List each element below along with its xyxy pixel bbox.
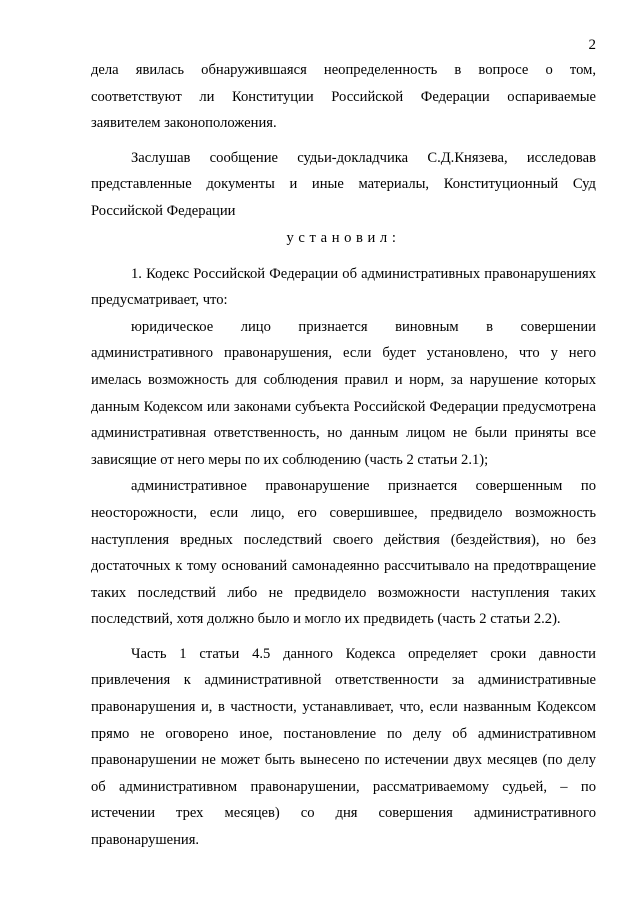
section-heading: установил:: [286, 229, 401, 246]
paragraph-legal-entity-guilt: юридическое лицо признается виновным в совершении административного правонарушения, если будет установлено, что у него имелась возможность для соблюдения правил и норм, за нарушение которых данным Кодексом или законами субъекта Российской Федерации предусмотрена административная ответственность, но данным лицом не были приняты все зависящие от него меры по их соблюдению (часть 2 статьи 2.1);: [91, 318, 596, 468]
paragraph-hearing: Заслушав сообщение судьи-докладчика С.Д.Князева, исследовав представленные документы и иные материалы, Конституционный Суд Российской Федерации: [91, 149, 596, 219]
document-body: [91, 57, 596, 854]
page-number: 2: [588, 37, 596, 53]
paragraph-case-question: дела явилась обнаружившаяся неопределенность в вопросе о том, соответствуют ли Конституции Российской Федерации оспариваемые заявителем законоположения.: [91, 62, 596, 132]
paragraph-limitation-period: Часть 1 статьи 4.5 данного Кодекса определяет сроки давности привлечения к административной ответственности за административные правонарушения и, в частности, устанавливает, что, если названным Кодексом прямо не оговорено иное, постановление по делу об административном правонарушении не может быть вынесено по истечении двух месяцев (по делу об административном правонарушении, рассматриваемому судьей, – по истечении трех месяцев) со дня совершения административного правонарушения.: [91, 645, 596, 849]
paragraph-code-intro: 1. Кодекс Российской Федерации об административных правонарушениях предусматривает, что:: [91, 265, 596, 309]
paragraph-negligence: административное правонарушение признается совершенным по неосторожности, если лицо, его совершившее, предвидело возможность наступления вредных последствий своего действия (бездействия), но без достаточных к тому оснований самонадеянно рассчитывало на предотвращение таких последствий либо не предвидело возможности наступления таких последствий, хотя должно было и могло их предвидеть (часть 2 статьи 2.2).: [91, 478, 596, 628]
